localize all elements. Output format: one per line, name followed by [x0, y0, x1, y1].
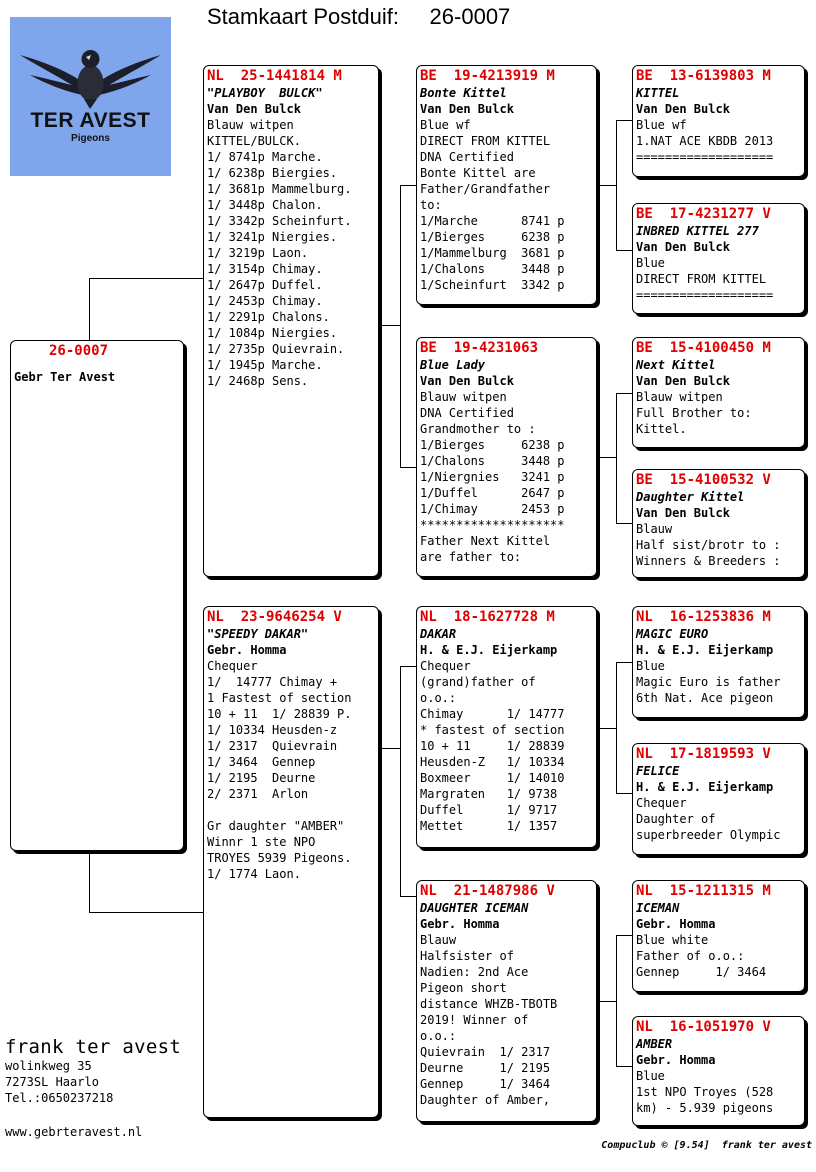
info-line: 2019! Winner of: [420, 1013, 529, 1027]
connector: [400, 666, 417, 667]
info-line: TROYES 5939 Pigeons.: [207, 851, 352, 865]
info-line: 1/ 2453p Chimay.: [207, 294, 323, 308]
info-line: [207, 802, 375, 818]
pigeon-name: AMBER: [636, 1037, 673, 1051]
connector: [616, 935, 617, 1067]
ring-number: NL 16-1051970 V: [636, 1019, 771, 1035]
info-line: Father Next Kittel: [420, 534, 551, 548]
info-line: 1/Bierges 6238 p: [420, 230, 565, 244]
info-line: 1.NAT ACE KBDB 2013: [636, 134, 774, 148]
pigeon-name: MAGIC EURO: [636, 627, 709, 641]
pigeon-name: Blue Lady: [420, 358, 486, 372]
pigeon-name: KITTEL: [636, 86, 680, 100]
info-line: Chimay 1/ 14777: [420, 707, 565, 721]
pigeon-card-mfm[interactable]: [632, 743, 805, 855]
ring-number: BE 17-4231277 V: [636, 206, 771, 222]
pigeon-name: Bonte Kittel: [420, 86, 507, 100]
connector: [400, 185, 401, 468]
info-line: Halfsister of: [420, 949, 514, 963]
info-line: 1/ 14777 Chimay +: [207, 675, 338, 689]
pigeon-name: ICEMAN: [636, 901, 680, 915]
info-line: 1/ 3219p Laon.: [207, 246, 309, 260]
info-line: 1st NPO Troyes (528: [636, 1085, 774, 1099]
info-line: Full Brother to:: [636, 406, 752, 420]
info-line: Boxmeer 1/ 14010: [420, 771, 565, 785]
info-line: Chequer: [420, 659, 471, 673]
pigeon-name: DAKAR: [420, 627, 457, 641]
pigeon-card-mother-mother[interactable]: [416, 880, 597, 1122]
pigeon-card-mother-father[interactable]: [416, 606, 597, 848]
info-line: Duffel 1/ 9717: [420, 803, 558, 817]
info-line: Blue: [636, 659, 665, 673]
connector: [378, 325, 401, 326]
ring-number: BE 15-4100532 V: [636, 472, 771, 488]
info-line: Blue: [636, 256, 665, 270]
breeder-name: Van Den Bulck: [636, 102, 730, 116]
connector: [616, 393, 617, 524]
info-line: 1 Fastest of section: [207, 691, 352, 705]
pigeon-name: INBRED KITTEL 277: [636, 224, 759, 238]
info-line: ===================: [636, 288, 774, 302]
info-line: Gr daughter "AMBER": [207, 819, 345, 833]
owner-phone: Tel.:0650237218: [5, 1091, 114, 1105]
info-line: 1/ 3241p Niergies.: [207, 230, 338, 244]
pigeon-card-mff[interactable]: [632, 606, 805, 718]
info-line: 10 + 11 1/ 28839 P.: [207, 707, 352, 721]
ring-number: NL 18-1627728 M: [420, 609, 555, 625]
info-line: Gennep 1/ 3464: [420, 1077, 551, 1091]
info-line: 1/Chalons 3448 p: [420, 262, 565, 276]
pigeon-icon: [10, 17, 171, 112]
info-line: 1/ 2735p Quievrain.: [207, 342, 345, 356]
pigeon-name: DAUGHTER ICEMAN: [420, 901, 529, 915]
info-line: Father/Grandfather: [420, 182, 551, 196]
info-line: o.o.:: [420, 1029, 457, 1043]
info-line: 1/ 8741p Marche.: [207, 150, 323, 164]
owner-name: frank ter avest: [5, 1036, 182, 1058]
info-line: Pigeon short: [420, 981, 507, 995]
info-line: Chequer: [207, 659, 258, 673]
info-line: Blue: [636, 1069, 665, 1083]
info-line: Quievrain 1/ 2317: [420, 1045, 551, 1059]
owner-street: wolinkweg 35: [5, 1059, 92, 1073]
info-line: Bonte Kittel are: [420, 166, 536, 180]
info-line: 6th Nat. Ace pigeon: [636, 691, 774, 705]
info-line: 1/ 2647p Duffel.: [207, 278, 323, 292]
connector: [400, 896, 417, 897]
info-line: superbreeder Olympic: [636, 828, 781, 842]
info-line: 1/ 1945p Marche.: [207, 358, 323, 372]
info-line: Kittel.: [636, 422, 687, 436]
info-line: 10 + 11 1/ 28839: [420, 739, 565, 753]
ring-number: NL 21-1487986 V: [420, 883, 555, 899]
connector: [378, 748, 401, 749]
info-line: DIRECT FROM KITTEL: [636, 272, 767, 286]
connector: [597, 185, 617, 186]
info-line: 2/ 2371 Arlon: [207, 787, 309, 801]
info-line: Blauw witpen: [420, 390, 507, 404]
title-label: Stamkaart Postduif:: [207, 4, 399, 29]
info-line: DIRECT FROM KITTEL: [420, 134, 551, 148]
info-line: (grand)father of: [420, 675, 536, 689]
ring-number: BE 19-4213919 M: [420, 68, 555, 84]
breeder-name: H. & E.J. Eijerkamp: [636, 780, 774, 794]
info-line: Half sist/brotr to :: [636, 538, 781, 552]
pigeon-card-fmf[interactable]: [632, 337, 805, 448]
ring-number: NL 23-9646254 V: [207, 609, 342, 625]
owner-website[interactable]: www.gebrteravest.nl: [5, 1125, 143, 1139]
pigeon-card-father[interactable]: [203, 65, 379, 577]
breeder-name: Van Den Bulck: [636, 374, 730, 388]
ring-number: NL 15-1211315 M: [636, 883, 771, 899]
info-line: 1/Scheinfurt 3342 p: [420, 278, 565, 292]
info-line: KITTEL/BULCK.: [207, 134, 301, 148]
footer-credit: Compuclub © [9.54] frank ter avest: [601, 1140, 812, 1151]
breeder-name: Van Den Bulck: [636, 240, 730, 254]
info-line: 1/ 3464 Gennep: [207, 755, 316, 769]
pigeon-name: "SPEEDY DAKAR": [207, 627, 309, 641]
breeder-name: Gebr. Homma: [636, 1053, 716, 1067]
owner-city: 7273SL Haarlo: [5, 1075, 99, 1089]
breeder-name: Van Den Bulck: [636, 506, 730, 520]
connector: [597, 457, 617, 458]
info-line: Blue wf: [636, 118, 687, 132]
pigeon-card-fff[interactable]: [632, 65, 805, 177]
info-line: Daughter of Amber,: [420, 1093, 551, 1107]
info-line: 1/Marche 8741 p: [420, 214, 565, 228]
info-line: 1/ 2468p Sens.: [207, 374, 309, 388]
breeder-name: Gebr. Homma: [207, 643, 287, 657]
info-line: to:: [420, 198, 442, 212]
pigeon-name: FELICE: [636, 764, 680, 778]
pigeon-card-fmm[interactable]: [632, 469, 805, 578]
ring-number: BE 15-4100450 M: [636, 340, 771, 356]
info-line: Blauw witpen: [636, 390, 723, 404]
connector: [400, 666, 401, 897]
info-line: 1/Niergnies 3241 p: [420, 470, 565, 484]
info-line: 1/ 2317 Quievrain: [207, 739, 338, 753]
info-line: Nadien: 2nd Ace: [420, 965, 529, 979]
pigeon-name: "PLAYBOY BULCK": [207, 86, 323, 100]
info-line: Margraten 1/ 9738: [420, 787, 558, 801]
breeder-name: Van Den Bulck: [420, 374, 514, 388]
connector: [89, 912, 204, 913]
breeder-name: Van Den Bulck: [420, 102, 514, 116]
ring-number: NL 16-1253836 M: [636, 609, 771, 625]
pigeon-card-root[interactable]: [10, 340, 184, 851]
pigeon-card-mmm[interactable]: [632, 1016, 805, 1126]
info-line: 1/Duffel 2647 p: [420, 486, 565, 500]
connector: [616, 662, 617, 794]
info-line: 1/ 1774 Laon.: [207, 867, 301, 881]
ring-number: BE 13-6139803 M: [636, 68, 771, 84]
info-line: Mettet 1/ 1357: [420, 819, 558, 833]
connector: [616, 793, 633, 794]
info-line: Gennep 1/ 3464: [636, 965, 767, 979]
info-line: 1/Chalons 3448 p: [420, 454, 565, 468]
info-line: Chequer: [636, 796, 687, 810]
info-line: Heusden-Z 1/ 10334: [420, 755, 565, 769]
page-title: [207, 4, 510, 30]
info-line: Magic Euro is father: [636, 675, 781, 689]
info-line: Winners & Breeders :: [636, 554, 781, 568]
connector: [597, 1001, 617, 1002]
connector: [400, 467, 417, 468]
info-line: Blauw witpen: [207, 118, 294, 132]
connector: [616, 120, 617, 251]
info-line: DNA Certified: [420, 150, 514, 164]
info-line: o.o.:: [420, 691, 457, 705]
pigeon-name: Next Kittel: [636, 358, 716, 372]
pigeon-card-father-father[interactable]: [416, 65, 597, 305]
info-line: 1/ 3448p Chalon.: [207, 198, 323, 212]
breeder-name: Gebr Ter Avest: [14, 370, 116, 384]
connector: [616, 662, 633, 663]
info-line: Blauw: [420, 933, 457, 947]
ring-number: NL 17-1819593 V: [636, 746, 771, 762]
ring-number: NL 25-1441814 M: [207, 68, 342, 84]
logo-subtitle: Pigeons: [71, 133, 110, 144]
info-line: Blauw: [636, 522, 673, 536]
connector: [597, 728, 617, 729]
info-line: Winnr 1 ste NPO: [207, 835, 316, 849]
info-line: 1/ 2291p Chalons.: [207, 310, 330, 324]
breeder-name: Gebr. Homma: [420, 917, 500, 931]
title-ring: 26-0007: [429, 4, 511, 29]
info-line: 1/ 3681p Mammelburg.: [207, 182, 352, 196]
info-line: Father of o.o.:: [636, 949, 745, 963]
connector: [89, 851, 90, 913]
info-line: are father to:: [420, 550, 522, 564]
info-line: 1/ 3154p Chimay.: [207, 262, 323, 276]
info-line: * fastest of section: [420, 723, 565, 737]
info-line: Blue white: [636, 933, 709, 947]
info-line: 1/ 6238p Biergies.: [207, 166, 338, 180]
info-line: 1/Bierges 6238 p: [420, 438, 565, 452]
pigeon-card-mother[interactable]: [203, 606, 379, 1118]
pigeon-card-ffm[interactable]: [632, 203, 805, 314]
info-line: 1/ 3342p Scheinfurt.: [207, 214, 352, 228]
owner-block: [5, 1036, 181, 1106]
info-line: ********************: [420, 518, 565, 532]
info-line: ===================: [636, 150, 774, 164]
connector: [616, 523, 633, 524]
connector: [89, 278, 90, 341]
info-line: distance WHZB-TBOTB: [420, 997, 558, 1011]
breeder-name: Gebr. Homma: [636, 917, 716, 931]
info-line: Grandmother to :: [420, 422, 536, 436]
connector: [400, 185, 417, 186]
connector: [616, 120, 633, 121]
info-line: DNA Certified: [420, 406, 514, 420]
pigeon-card-father-mother[interactable]: [416, 337, 597, 577]
connector: [616, 393, 633, 394]
logo-brand: TER AVEST: [30, 109, 151, 132]
info-line: 1/ 10334 Heusden-z: [207, 723, 338, 737]
info-line: 1/Chimay 2453 p: [420, 502, 565, 516]
info-line: 1/ 2195 Deurne: [207, 771, 316, 785]
info-line: Deurne 1/ 2195: [420, 1061, 551, 1075]
breeder-name: H. & E.J. Eijerkamp: [420, 643, 558, 657]
connector: [616, 250, 633, 251]
info-line: Daughter of: [636, 812, 716, 826]
connector: [616, 1066, 633, 1067]
ring-number: 26-0007: [49, 343, 109, 359]
connector: [89, 278, 204, 279]
logo: [10, 17, 171, 176]
ring-number: BE 19-4231063: [420, 340, 539, 356]
pigeon-name: Daughter Kittel: [636, 490, 745, 504]
info-line: 1/Mammelburg 3681 p: [420, 246, 565, 260]
breeder-name: Van Den Bulck: [207, 102, 301, 116]
breeder-name: H. & E.J. Eijerkamp: [636, 643, 774, 657]
info-line: km) - 5.939 pigeons: [636, 1101, 774, 1115]
info-line: Blue wf: [420, 118, 471, 132]
info-line: 1/ 1084p Niergies.: [207, 326, 338, 340]
pigeon-card-mmf[interactable]: [632, 880, 805, 992]
connector: [616, 935, 633, 936]
